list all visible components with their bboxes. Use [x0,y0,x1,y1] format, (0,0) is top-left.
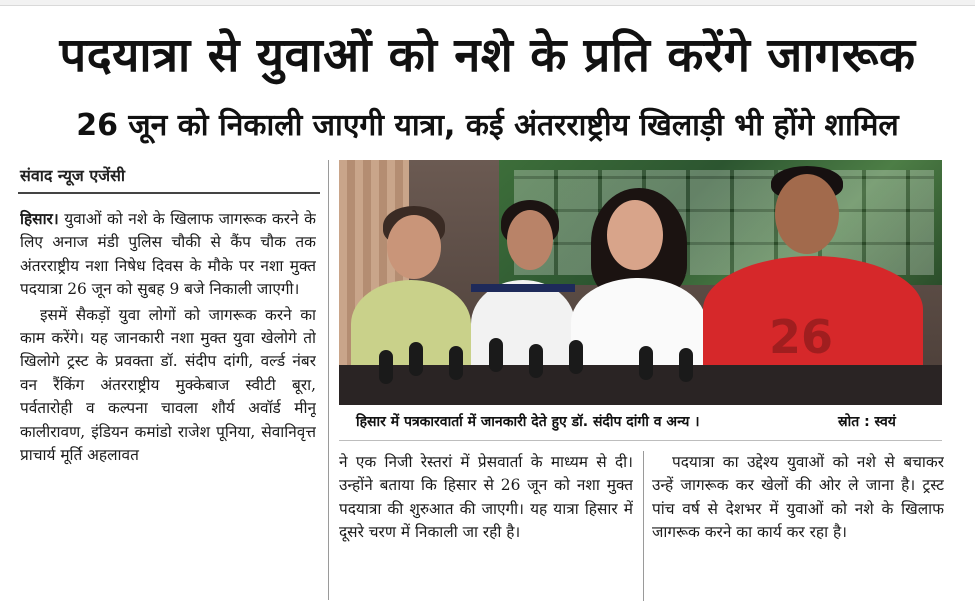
person-3-face [607,200,663,270]
press-conference-photo [339,160,942,405]
byline: संवाद न्यूज एजेंसी [20,166,126,185]
microphone-icon [409,342,423,376]
person-2-jersey-stripe [471,284,575,292]
article-paragraph-1 [20,208,316,302]
top-edge-strip [0,0,975,6]
microphone-icon [449,346,463,380]
column-divider-2 [643,451,644,601]
jersey-number: 26 [769,310,834,364]
byline-divider [18,192,320,194]
photo-source: स्रोत : स्वयं [838,414,896,430]
article-column-2 [339,451,633,601]
subheadline: 26 जून को निकाली जाएगी यात्रा, कई अंतरराष्ट्रीय खिलाड़ी भी होंगे शामिल [76,108,899,143]
column-divider-1 [328,160,329,600]
column-3-text: पदयात्रा का उद्देश्य युवाओं को नशे से बचाकर उन्हें जागरूक कर खेलों की ओर ले जाना है। ट्रस्ट पांच वर्ष से देशभर में युवाओं को नशे के खिलाफ जागरूक करने का कार्य कर रहा है। [652,453,944,542]
paragraph-1-text: युवाओं को नशे के खिलाफ जागरूक करने के लिए अनाज मंडी पुलिस चौकी से कैंप चौक तक अंतरराष्ट्रीय नशा निषेध दिवस के मौके पर नशा मुक्त पदयात्रा 26 जून को सुबह 9 बजे निकाली जाएगी। [20,210,316,299]
article-paragraph-2: इसमें सैकड़ों युवा लोगों को जागरूक करने का काम करेंगे। यह जानकारी नशा मुक्त युवा खेलोगे तो खिलोगे ट्रस्ट के प्रवक्ता डॉ. संदीप दांगी, वर्ल्ड नंबर वन रैंकिंग अंतरराष्ट्रीय मुक्केबाज स्वीटी बूरा, पर्वतारोही व कल्पना चावला शौर्य अवॉर्ड मीनू कालीरावण, इंडियन कमांडो राजेश पूनिया, सेवानिवृत्त प्राचार्य मूर्ति अहलावत [20,305,316,465]
microphone-icon [569,340,583,374]
microphone-icon [639,346,653,380]
column-2-text: ने एक निजी रेस्तरां में प्रेसवार्ता के माध्यम से दी। उन्होंने बताया कि हिसार से 26 जून को नशा मुक्त पदयात्रा की शुरुआत की जाएगी। यह यात्रा हिसार में दूसरे चरण में निकाली जा रही है। [339,453,633,542]
microphone-icon [489,338,503,372]
person-1-face [387,215,441,279]
dateline: हिसार। [20,210,59,228]
article-column-1 [20,208,316,600]
person-4-face [775,174,839,254]
microphone-icon [679,348,693,382]
person-2-face [507,210,553,270]
microphone-icon [529,344,543,378]
microphone-icon [379,350,393,384]
banner-photo-collage [514,170,934,275]
headline: पदयात्रा से युवाओं को नशे के प्रति करेंगे जागरूक [59,28,916,83]
photo-caption: हिसार में पत्रकारवार्ता में जानकारी देते हुए डॉ. संदीप दांगी व अन्य । [356,414,700,430]
article-column-3 [652,451,944,601]
